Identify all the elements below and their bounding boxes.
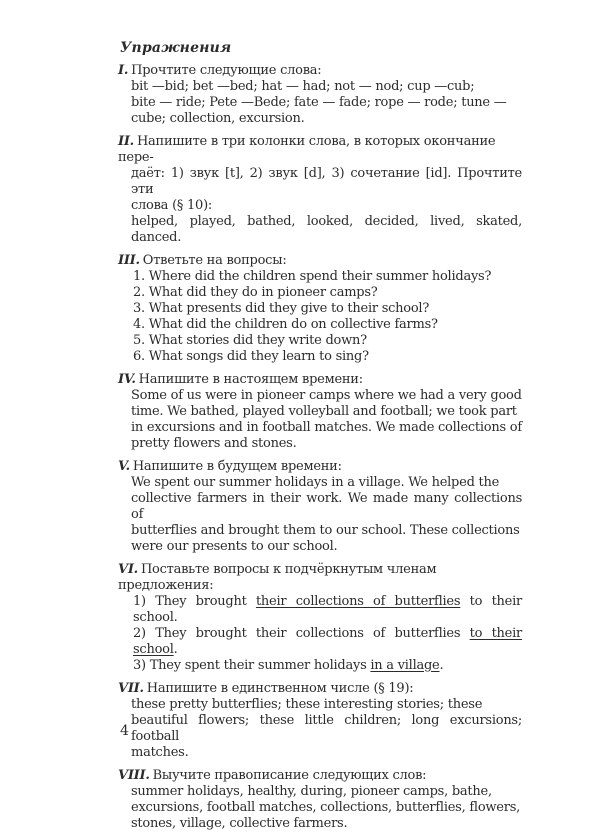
sentence-text: to their school. (133, 594, 522, 625)
text-line: bit —bid; bet —bed; hat — had; not — nod; cup —cub; (131, 79, 475, 94)
exercise-number: VII. (118, 681, 144, 696)
list-item: 4. What did the children do on collective farms? (133, 317, 438, 332)
exercise-7 (118, 681, 522, 761)
text-line: cube; collection, excursion. (131, 111, 305, 126)
exercise-number: III. (118, 253, 140, 268)
sentence-list (118, 594, 522, 674)
text-line: excursions, football matches, collections, butterflies, flowers, (131, 800, 521, 815)
sentence-1 (133, 594, 522, 626)
exercise-3 (118, 253, 522, 365)
list-item: 1. Where did the children spend their summer holidays? (133, 269, 492, 284)
sentence-text: . (173, 642, 178, 657)
exercise-instruction-cont (118, 166, 522, 246)
sentence-text: 2) They brought their collections of butterflies (133, 626, 470, 641)
exercise-heading (118, 681, 522, 697)
text-line: were our presents to our school. (131, 539, 338, 554)
exercise-body (118, 388, 522, 452)
text-line: beautiful flowers; these little children; long excursions; football (131, 713, 522, 744)
page-number: 4 (120, 723, 129, 739)
text-line: даёт: 1) звук [t], 2) звук [d], 3) сочетание [id]. Прочтите эти (131, 166, 522, 197)
sentence-text: 3) They spent their summer holidays (133, 658, 371, 673)
text-line: butterflies and brought them to our school. These collections (131, 523, 520, 538)
sentence-3 (133, 658, 522, 674)
exercise-instruction: Напишите в три колонки слова, в которых окончание пере- (118, 134, 496, 165)
exercise-body (118, 475, 522, 555)
list-item: 3. What presents did they give to their school? (133, 301, 430, 316)
underlined-phrase: their collections of butterflies (255, 594, 461, 609)
text-line: in excursions and in football matches. We made collections of (131, 420, 522, 435)
exercise-number: IV. (118, 372, 136, 387)
exercise-instruction: Выучите правописание следующих слов: (152, 768, 427, 783)
sentence-2 (133, 626, 522, 658)
exercise-number: I. (118, 63, 129, 78)
exercise-6 (118, 562, 522, 674)
exercise-5 (118, 459, 522, 555)
exercise-number: V. (118, 459, 130, 474)
text-line: these pretty butterflies; these interesting stories; these (131, 697, 483, 712)
text-line: pretty flowers and stones. (131, 436, 297, 451)
exercise-instruction: Напишите в будущем времени: (132, 459, 342, 474)
exercise-instruction: Ответьте на вопросы: (142, 253, 287, 268)
exercise-2 (118, 134, 522, 246)
question-list (118, 269, 522, 365)
text-line: Some of us were in pioneer camps where we had a very good (131, 388, 522, 403)
exercise-8 (118, 768, 522, 832)
text-line: bite — ride; Pete —Bede; fate — fade; rope — rode; tune — (131, 95, 507, 110)
exercise-heading (118, 253, 522, 269)
exercise-heading (118, 562, 522, 594)
underlined-phrase: in a village (370, 658, 440, 673)
exercise-1 (118, 63, 522, 127)
text-line: matches. (131, 745, 189, 760)
exercise-body (118, 697, 522, 761)
exercise-heading (118, 63, 522, 79)
word-list: helped, played, bathed, looked, decided, lived, skated, danced. (131, 214, 522, 245)
text-line: collective farmers in their work. We made many collections of (131, 491, 522, 522)
exercise-heading (118, 372, 522, 388)
exercise-heading (118, 134, 522, 166)
page-title: Упражнения (120, 40, 232, 56)
underlined-phrase: to their school (133, 626, 522, 657)
exercise-instruction: Прочтите следующие слова: (131, 63, 322, 78)
exercise-number: II. (118, 134, 134, 149)
list-item: 5. What stories did they write down? (133, 333, 367, 348)
exercise-body (118, 79, 522, 127)
exercise-body (118, 784, 522, 832)
exercise-4 (118, 372, 522, 452)
exercise-number: VIII. (118, 768, 150, 783)
text-line: time. We bathed, played volleyball and football; we took part (131, 404, 517, 419)
exercise-number: VI. (118, 562, 138, 577)
sentence-text: . (439, 658, 444, 673)
list-item: 2. What did they do in pioneer camps? (133, 285, 378, 300)
text-line: stones, village, collective farmers. (131, 816, 348, 831)
exercise-heading (118, 768, 522, 784)
exercise-heading (118, 459, 522, 475)
text-line: слова (§ 10): (131, 198, 213, 213)
sentence-text: 1) They brought (133, 594, 256, 609)
exercise-instruction: Напишите в единственном числе (§ 19): (146, 681, 414, 696)
list-item: 6. What songs did they learn to sing? (133, 349, 369, 364)
exercise-instruction: Поставьте вопросы к подчёркнутым членам предложения: (118, 562, 437, 593)
exercise-instruction: Напишите в настоящем времени: (138, 372, 363, 387)
text-line: We spent our summer holidays in a village. We helped the (131, 475, 500, 490)
text-line: summer holidays, healthy, during, pioneer camps, bathe, (131, 784, 492, 799)
